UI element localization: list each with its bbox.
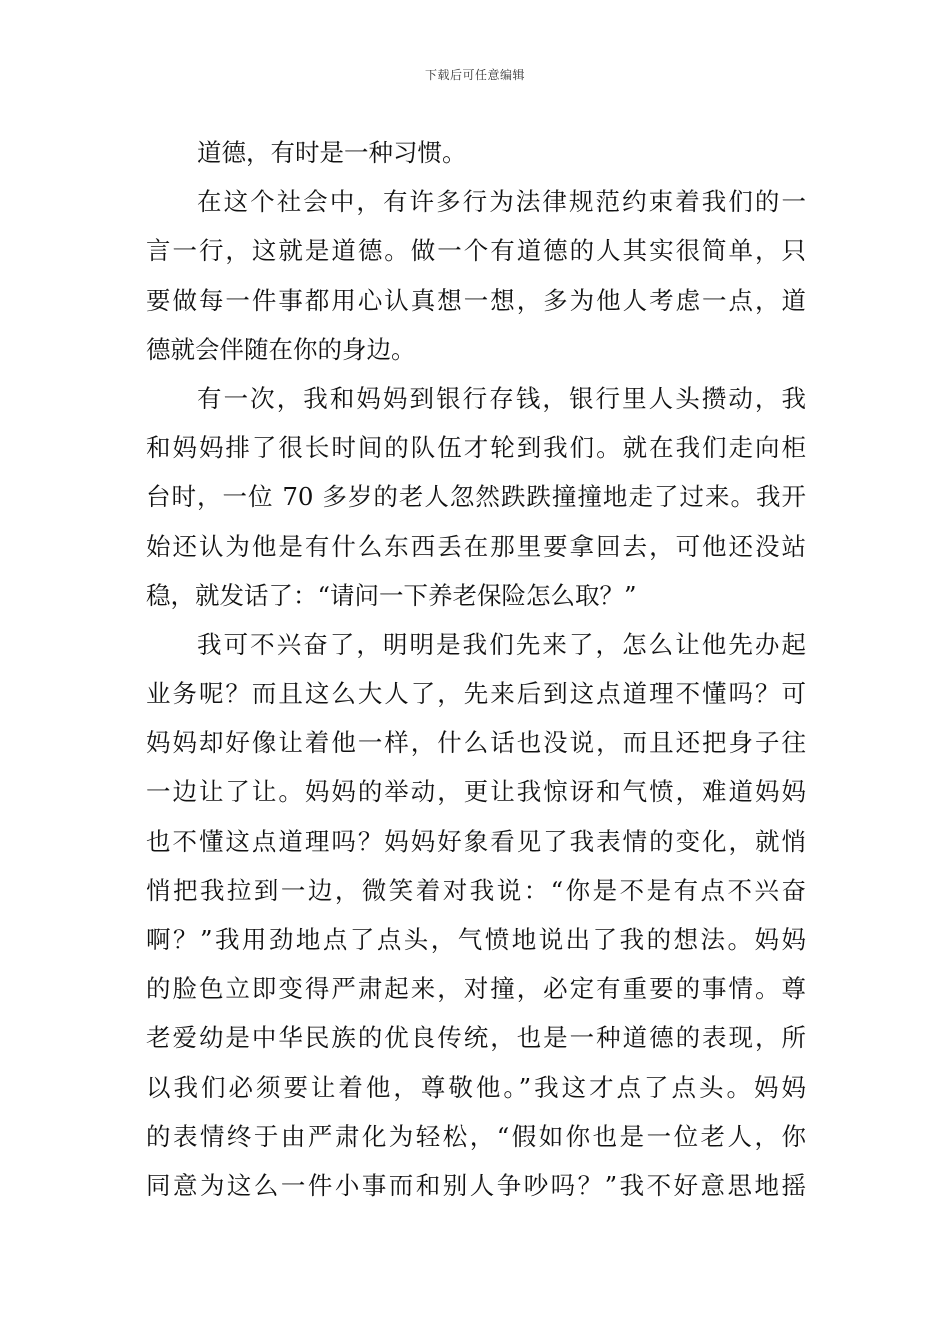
text-line: 老爱幼是中华民族的优良传统，也是一种道德的表现，所	[146, 1023, 806, 1053]
page-header: 下载后可任意编辑	[424, 68, 525, 82]
text-line: 要做每一件事都用心认真想一想，多为他人考虑一点，道	[146, 285, 806, 315]
text-line: 有一次，我和妈妈到银行存钱，银行里人头攒动，我	[197, 383, 806, 413]
text-line: 的脸色立即变得严肃起来，对撞，必定有重要的事情。尊	[146, 974, 806, 1004]
text-line: 德就会伴随在你的身边。	[146, 334, 416, 364]
text-line: 悄把我拉到一边，微笑着对我说：“你是不是有点不兴奋	[146, 875, 806, 905]
text-line: 言一行，这就是道德。做一个有道德的人其实很简单，只	[146, 236, 806, 266]
text-line: 稳，就发话了：“请问一下养老保险怎么取？”	[146, 580, 637, 610]
text-line: 的表情终于由严肃化为轻松，“假如你也是一位老人，你	[146, 1121, 806, 1151]
document-body	[146, 128, 806, 1210]
text-line: 同意为这么一件小事而和别人争吵吗？”我不好意思地摇	[146, 1170, 806, 1200]
text-line: 也不懂这点道理吗？妈妈好象看见了我表情的变化，就悄	[146, 826, 806, 856]
text-line: 在这个社会中，有许多行为法律规范约束着我们的一	[197, 187, 806, 217]
text-line: 以我们必须要让着他，尊敬他。”我这才点了点头。妈妈	[146, 1072, 806, 1102]
text-line: 台时，一位 70 多岁的老人忽然跌跌撞撞地走了过来。我开	[146, 482, 806, 512]
text-line: 一边让了让。妈妈的举动，更让我惊讶和气愤，难道妈妈	[146, 777, 806, 807]
text-line: 和妈妈排了很长时间的队伍才轮到我们。就在我们走向柜	[146, 433, 806, 463]
text-line: 始还认为他是有什么东西丢在那里要拿回去，可他还没站	[146, 531, 806, 561]
text-line: 我可不兴奋了，明明是我们先来了，怎么让他先办起	[197, 629, 806, 659]
text-line: 妈妈却好像让着他一样，什么话也没说，而且还把身子往	[146, 728, 806, 758]
text-line: 道德，有时是一种习惯。	[197, 138, 467, 167]
text-line: 啊？”我用劲地点了点头，气愤地说出了我的想法。妈妈	[146, 925, 806, 954]
text-line: 业务呢？而且这么大人了，先来后到这点道理不懂吗？可	[146, 679, 806, 709]
